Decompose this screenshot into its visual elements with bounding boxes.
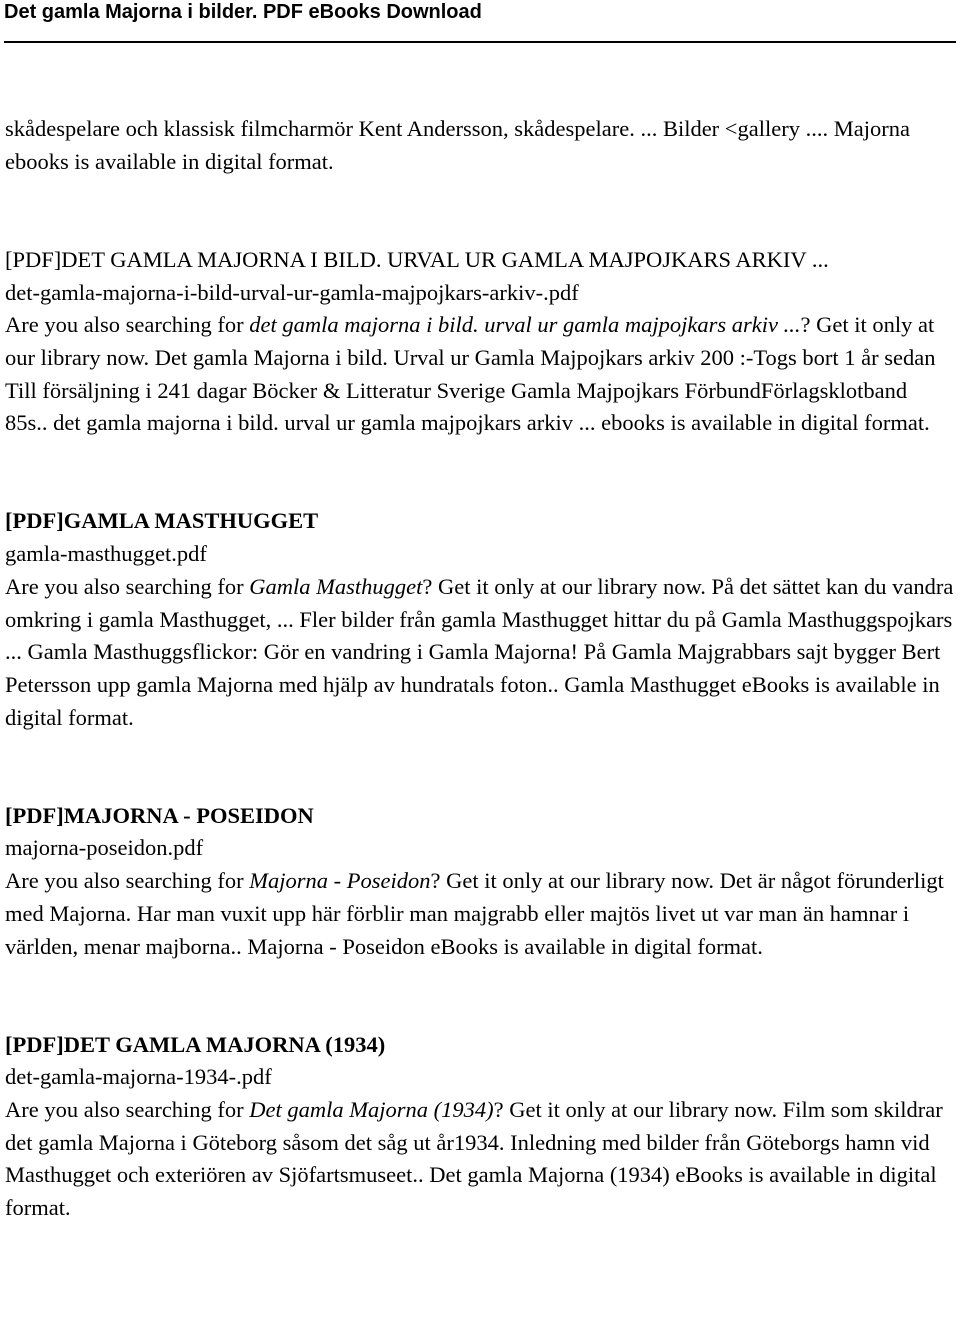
entry-title[interactable]: [PDF]GAMLA MASTHUGGET (5, 508, 319, 534)
search-term: det gamla majorna i bild. urval ur gamla majpojkars arkiv ... (249, 312, 801, 338)
result-entry (5, 800, 955, 964)
result-entry (5, 505, 955, 734)
header-divider (4, 41, 956, 43)
search-prefix: Are you also searching for (5, 1097, 250, 1123)
entry-summary: ? Get it only at our library now. Det gamla Majorna i bild. Urval ur Gamla Majpojkars arkiv 200 :-Togs bort 1 år sedan Till försäljning i 241 dagar Böcker & Litteratur Sverige Gamla Majpojkars FörbundFörlagsklotband 85s.. det gamla majorna i bild. urval ur gamla majpojkars arkiv ... ebooks is available in digital format. (5, 312, 936, 436)
entry-title[interactable]: [PDF]DET GAMLA MAJORNA I BILD. URVAL UR GAMLA MAJPOJKARS ARKIV ... (5, 246, 829, 272)
search-prefix: Are you also searching for (5, 573, 250, 599)
search-term: Det gamla Majorna (1934) (249, 1097, 494, 1123)
result-entry (5, 1029, 955, 1225)
entry-description: skådespelare och klassisk filmcharmör Kent Andersson, skådespelare. ... Bilder <gallery .... Majorna ebooks is available in digital format. (5, 116, 910, 174)
entry-summary: ? Get it only at our library now. Film som skildrar det gamla Majorna i Göteborg såsom det såg ut år1934. Inledning med bilder från Göteborgs hamn vid Masthugget och exteriören av Sjöfartsmuseet.. Det gamla Majorna (1934) eBooks is available in digital format. (5, 1097, 943, 1221)
result-entry (5, 244, 955, 440)
search-term: Majorna - Poseidon (249, 868, 431, 894)
entry-filename[interactable]: majorna-poseidon.pdf (5, 835, 204, 861)
entry-description (5, 309, 955, 440)
page-title: Det gamla Majorna i bilder. PDF eBooks Download (4, 1, 482, 23)
entry-summary: ? Get it only at our library now. På det sättet kan du vandra omkring i gamla Masthugget, ... Fler bilder från gamla Masthugget hittar du på Gamla Masthuggspojkars ... Gamla Masthuggsflickor: Gör en vandring i Gamla Majorna! På Gamla Majgrabbars sajt bygger Bert Petersson upp gamla Majorna med hjälp av hundratals foton.. Gamla Masthugget eBooks is available in digital format. (5, 573, 954, 730)
search-term: Gamla Masthugget (249, 573, 423, 599)
entry-description (5, 1094, 955, 1225)
entry-filename[interactable]: gamla-masthugget.pdf (5, 541, 207, 567)
page-header (4, 0, 956, 24)
entry-filename[interactable]: det-gamla-majorna-i-bild-urval-ur-gamla-majpojkars-arkiv-.pdf (5, 279, 579, 305)
entry-description (5, 865, 955, 963)
search-prefix: Are you also searching for (5, 868, 250, 894)
entry-title[interactable]: [PDF]MAJORNA - POSEIDON (5, 802, 314, 828)
result-entry-intro (5, 113, 955, 178)
search-prefix: Are you also searching for (5, 312, 250, 338)
entry-filename[interactable]: det-gamla-majorna-1934-.pdf (5, 1064, 272, 1090)
entry-title[interactable]: [PDF]DET GAMLA MAJORNA (1934) (5, 1031, 386, 1057)
entry-summary: ? Get it only at our library now. Det är något förunderligt med Majorna. Har man vuxit upp här förblir man majgrabb eller majtös livet ut var man än hamnar i världen, menar majborna.. Majorna - Poseidon eBooks is available in digital format. (5, 868, 944, 959)
results-list (5, 113, 955, 1225)
entry-description (5, 571, 955, 735)
